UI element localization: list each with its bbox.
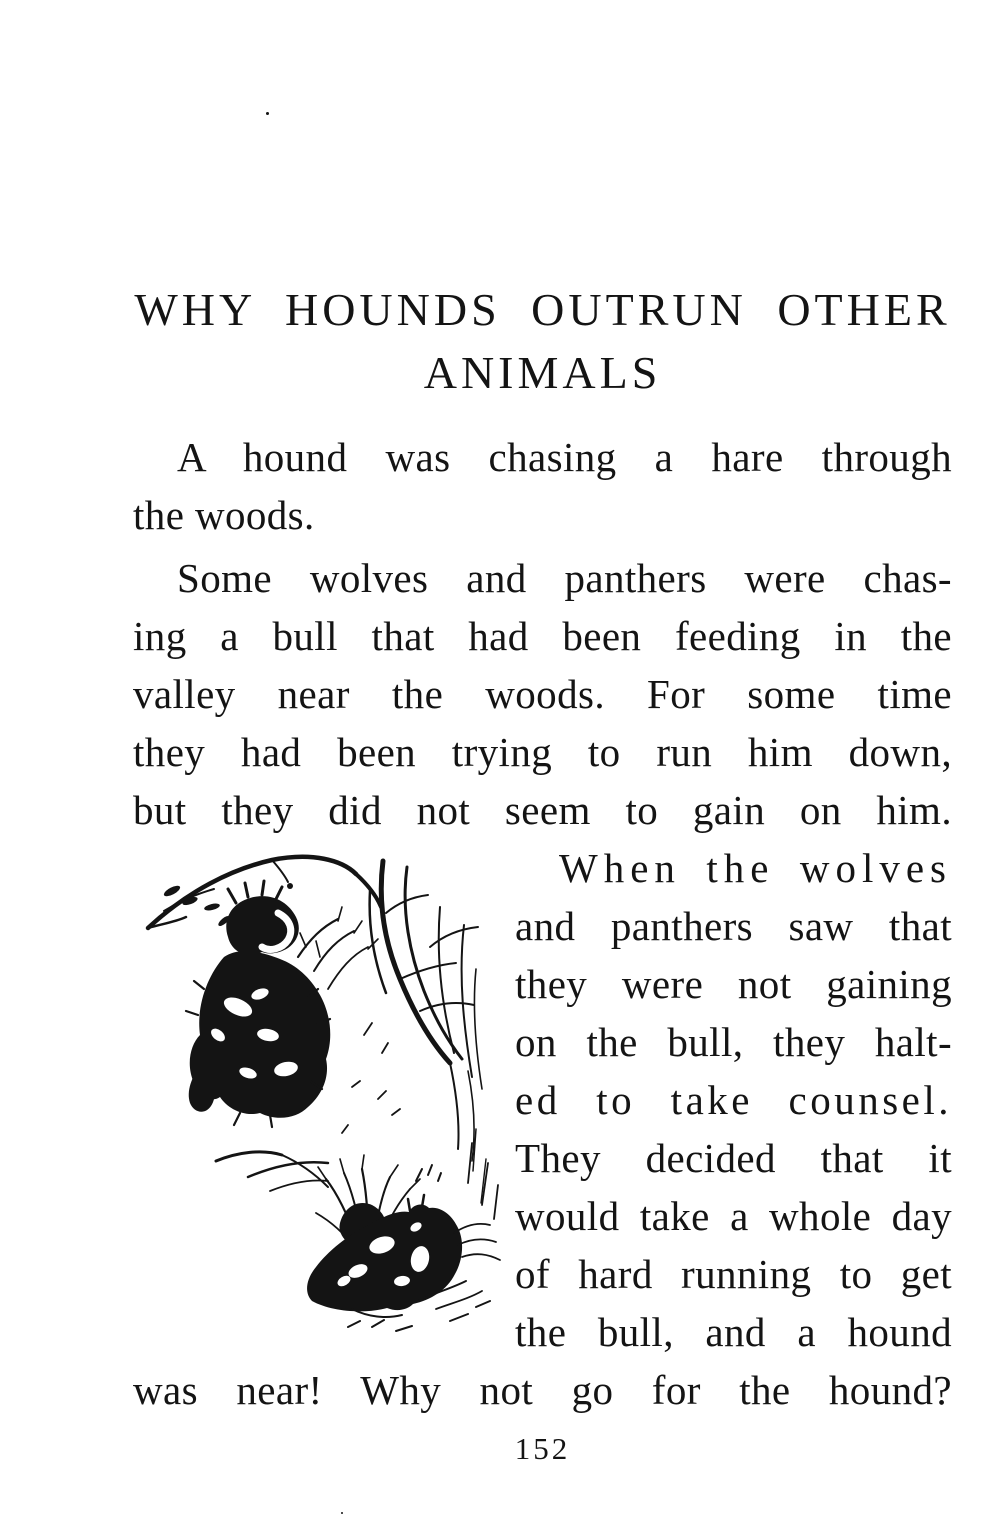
paragraph-2 [133,549,952,839]
text-line: the bull, and a hound [515,1309,952,1355]
ink-speck [266,112,269,115]
text-line: they were not gaining [515,961,952,1007]
paragraph-3-last-line: was near! Why not go for the hound? [133,1367,952,1413]
text-line: A hound was chasing a hare through [177,434,952,480]
ink-speck [341,1512,343,1514]
story-title [133,278,952,404]
story-title-line-2: ANIMALS [423,347,662,398]
text-line: ed to take counsel. [515,1077,952,1123]
text-line: on the bull, they halt- [515,1019,952,1065]
wolves-thicket-illustration [133,839,515,1361]
text-line: When the wolves [559,845,952,891]
text-line: the woods. [133,492,315,538]
text-line: but they did not seem to gain on him. [133,787,952,833]
page-number: 152 [514,1431,571,1466]
text-line: Some wolves and panthers were chas- [177,555,952,601]
text-line: valley near the woods. For some time [133,671,952,717]
illustration-and-text-row [133,839,952,1361]
paragraph-1 [133,428,952,544]
text-line: of hard running to get [515,1251,952,1297]
text-line: they had been trying to run him down, [133,729,952,775]
text-line: ing a bull that had been feeding in the [133,613,952,659]
text-line: and panthers saw that [515,903,952,949]
text-line: would take a whole day [515,1193,952,1239]
wolves-thicket-sketch-icon [120,829,520,1359]
story-title-line-1: WHY HOUNDS OUTRUN OTHER [134,284,951,335]
paragraph-3-column [515,839,952,1361]
text-line: They decided that it [515,1135,952,1181]
story-body [133,428,952,1467]
